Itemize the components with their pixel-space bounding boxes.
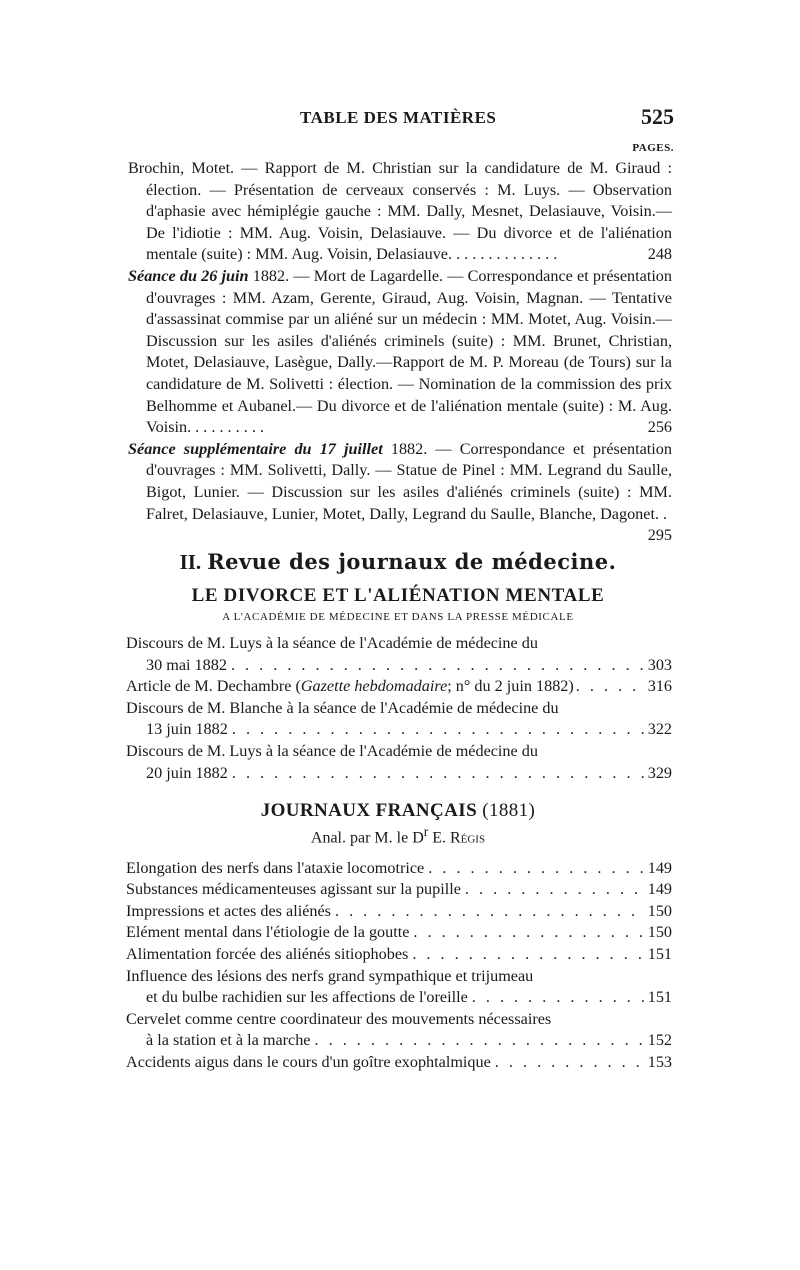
- entry-text: Discours de M. Blanche à la séance de l'Académie de médecine du: [126, 698, 559, 717]
- entry-text: Article de M. Dechambre (: [126, 677, 301, 696]
- leader-dots: [472, 987, 644, 1009]
- leader-dots: [495, 1052, 644, 1074]
- pages-column-label: PAGES.: [632, 142, 674, 154]
- entry-text: Impressions et actes des aliénés: [126, 901, 331, 920]
- entry-page: 329: [647, 763, 672, 782]
- entry-page: 152: [647, 1031, 672, 1050]
- entry-text-cont: à la station et à la marche: [146, 1031, 311, 1050]
- entry-text: Elongation des nerfs dans l'ataxie locomotrice: [126, 858, 425, 877]
- running-header: [124, 104, 674, 138]
- running-title: TABLE DES MATIÈRES: [300, 108, 497, 127]
- leader-dots: [231, 655, 644, 677]
- toc-entry-accidents: [124, 1052, 672, 1074]
- entry-text: Substances médicamenteuses agissant sur la pupille: [126, 880, 461, 899]
- leader-dots: [465, 879, 644, 901]
- journaux-title: JOURNAUX FRANÇAIS: [260, 800, 478, 822]
- entry-text: Accidents aigus dans le cours d'un goître exophtalmique: [126, 1052, 491, 1071]
- page-number: 525: [641, 104, 674, 129]
- toc-entry-substances: [124, 879, 672, 901]
- toc-entry-element-mental: [124, 922, 672, 944]
- leader-dots: [428, 858, 643, 880]
- entry-text-cont: et du bulbe rachidien sur les affections de l'oreille: [146, 988, 468, 1007]
- leader-dots: [232, 719, 644, 741]
- entry-page: 151: [647, 988, 672, 1007]
- byline: [124, 824, 672, 847]
- subsection-title-journaux: [124, 800, 672, 822]
- leader-dots: [335, 901, 644, 923]
- seance-date: Séance du 26 juin: [128, 266, 249, 285]
- entry-page: 316: [647, 677, 672, 696]
- entry-text: 1882. — Mort de Lagardelle. — Correspondance et présentation d'ouvrages : MM. Azam, Gerente, Giraud, Aug. Voisin, Magnan. — Tentative d'assassinat commise par un aliéné sur un médecin : MM. Motet, Aug. Voisin.— Discussion sur les asiles d'aliénés criminels (suite) : MM. Brunet, Christian, Motet, Delasiauve, Lasègue, Dally.—Rapport de M. P. Moreau (de Tours) sur la candidature de M. Solivetti : élection. — Nomination de la commission des prix Belhomme et Aubanel.— Du divorce et de l'aliénation mentale (suite) : M. Aug. Voisin. . . . . . . . . .: [146, 266, 672, 437]
- entry-text: 1882. — Correspondance et présentation d'ouvrages : MM. Solivetti, Dally. — Statue de Pinel : MM. Legrand du Saulle, Bigot, Lunier. — Discussion sur les asiles d'aliénés criminels (suite) : MM. Falret, Delasiauve, Lunier, Motet, Dally, Legrand du Saulle, Blanche, Dagonet. .: [146, 439, 672, 523]
- byline-name: E. Régis: [428, 829, 486, 847]
- journal-name: Gazette hebdomadaire: [300, 677, 448, 696]
- entry-page: 303: [647, 655, 672, 674]
- toc-entry-impressions: [124, 901, 672, 923]
- toc-entry-luys-30-mai: [124, 633, 672, 676]
- entry-page: 248: [647, 245, 672, 264]
- entry-page: 256: [647, 418, 672, 437]
- section-title: Revue des journaux de médecine.: [207, 549, 617, 575]
- byline-sup: r: [423, 824, 429, 840]
- leader-dots: [413, 922, 643, 944]
- toc-entry-blanche-13-juin: [124, 698, 672, 741]
- subsection-title-divorce: LE DIVORCE ET L'ALIÉNATION MENTALE: [191, 585, 605, 607]
- entry-text-cont: ; n° du 2 juin 1882): [447, 677, 574, 696]
- entry-page: 150: [647, 923, 672, 942]
- seance-date: Séance supplémentaire du 17 juillet: [128, 439, 383, 458]
- section-heading: [124, 549, 672, 575]
- toc-entry-cervelet: [124, 1009, 672, 1052]
- entry-text-cont: 20 juin 1882: [146, 763, 228, 782]
- toc-entry-seance-26-juin: [124, 266, 672, 439]
- entry-text: Discours de M. Luys à la séance de l'Académie de médecine du: [126, 742, 538, 761]
- toc-entry-luys-20-juin: [124, 741, 672, 784]
- leader-dots: [315, 1030, 644, 1052]
- entry-page: 153: [647, 1052, 672, 1071]
- leader-dots: [412, 944, 643, 966]
- section-number: II.: [179, 550, 202, 575]
- entry-page: 149: [647, 880, 672, 899]
- entry-text: Brochin, Motet. — Rapport de M. Christian sur la candidature de M. Giraud : élection. — Présentation de cerveaux conservés : M. Luys. — Observation d'aphasie avec hémiplégie gauche : MM. Dally, Mesnet, Delasiauve, Voisin.—De l'idiotie : MM. Aug. Voisin, Delasiauve. — Du divorce et de l'aliénation mentale (suite) : MM. Aug. Voisin, Delasiauve. . . . . . . . . . . . . .: [128, 159, 672, 264]
- toc-entry-alimentation: [124, 944, 672, 966]
- leader-dots: [232, 763, 644, 785]
- entry-text-cont: 13 juin 1882: [146, 720, 228, 739]
- entry-page: 150: [647, 901, 672, 920]
- entry-text-cont: 30 mai 1882: [146, 655, 227, 674]
- entry-text: Alimentation forcée des aliénés sitiophobes: [126, 944, 409, 963]
- entry-text: Cervelet comme centre coordinateur des mouvements nécessaires: [126, 1009, 552, 1028]
- toc-entry-seance-17-juillet: [124, 439, 672, 545]
- entry-page: 322: [647, 720, 672, 739]
- toc-entry-elongation: [124, 858, 672, 880]
- entry-page: 151: [647, 944, 672, 963]
- toc-entry-dechambre: [124, 676, 672, 698]
- entry-page: 149: [647, 858, 672, 877]
- entry-text: Influence des lésions des nerfs grand sympathique et trijumeau: [126, 966, 534, 985]
- toc-entry-influence: [124, 966, 672, 1009]
- leader-dots: [576, 676, 646, 698]
- subsection-subtitle: A L'ACADÉMIE DE MÉDECINE ET DANS LA PRESSE MÉDICALE: [222, 611, 574, 624]
- entry-text: Elément mental dans l'étiologie de la goutte: [126, 923, 410, 942]
- toc-entry-brochin: [124, 158, 672, 266]
- journaux-year: (1881): [482, 800, 536, 822]
- entry-page: 295: [647, 526, 672, 545]
- byline-prefix: Anal. par M. le D: [310, 829, 424, 847]
- entry-text: Discours de M. Luys à la séance de l'Académie de médecine du: [126, 634, 538, 653]
